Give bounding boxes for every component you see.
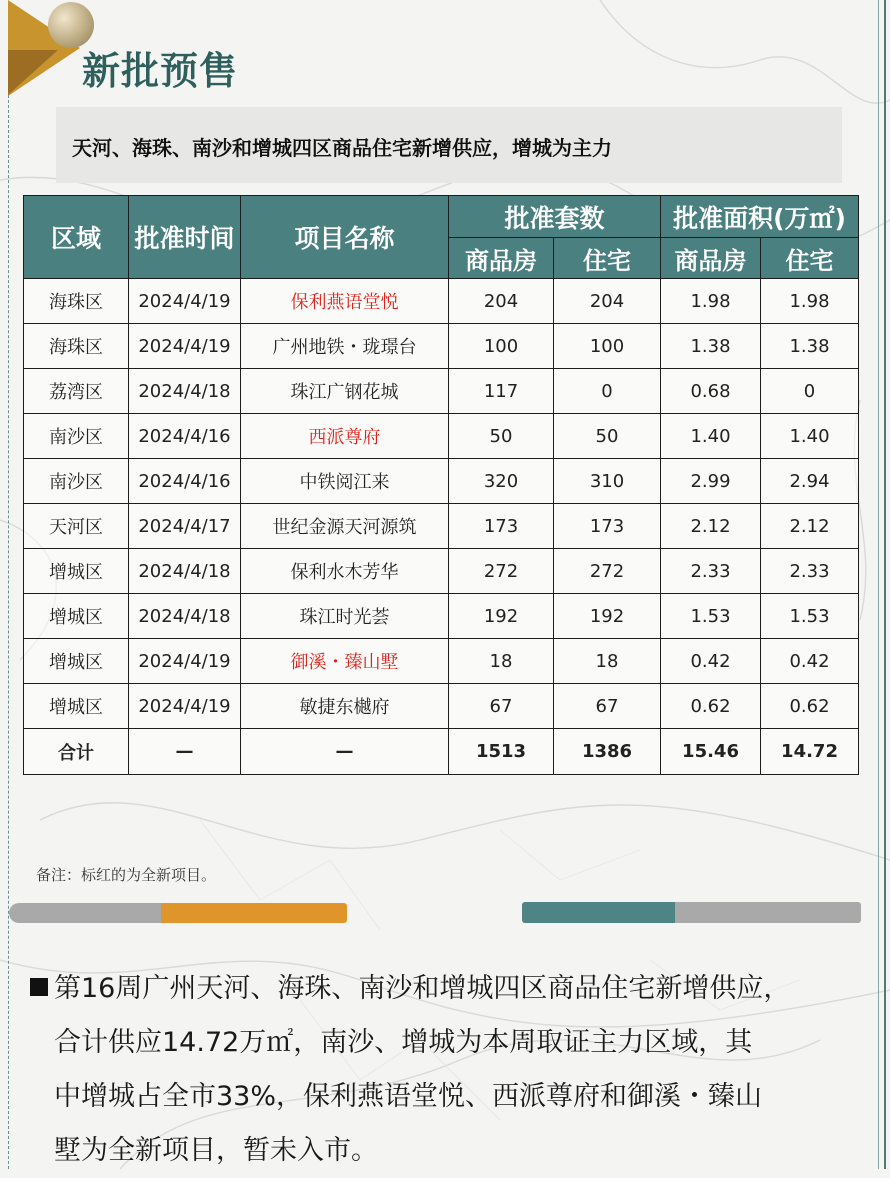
cell-area-commercial: 1.40 — [661, 414, 761, 459]
header-approved-area: 批准面积(万㎡) — [661, 196, 859, 238]
cell-area-residential: 2.94 — [761, 459, 859, 504]
cell-units-commercial: 173 — [449, 504, 554, 549]
total-name: — — [241, 729, 449, 775]
cell-region: 南沙区 — [24, 459, 129, 504]
cell-units-commercial: 50 — [449, 414, 554, 459]
cell-units-commercial: 117 — [449, 369, 554, 414]
page-title: 新批预售 — [82, 49, 239, 93]
table-body — [24, 279, 859, 729]
table-row — [24, 324, 859, 369]
cell-region: 增城区 — [24, 684, 129, 729]
cell-area-residential: 1.40 — [761, 414, 859, 459]
cell-approval-date: 2024/4/19 — [129, 639, 241, 684]
table-row — [24, 414, 859, 459]
header-region: 区域 — [24, 196, 129, 279]
cell-area-commercial: 0.42 — [661, 639, 761, 684]
table-row — [24, 639, 859, 684]
cell-project-name: 敏捷东樾府 — [241, 684, 449, 729]
cell-area-commercial: 0.68 — [661, 369, 761, 414]
right-border — [884, 0, 886, 1169]
cell-project-name: 御溪・臻山墅 — [241, 639, 449, 684]
decor-bar-gray-left — [9, 903, 161, 923]
cell-units-residential: 67 — [554, 684, 661, 729]
cell-units-residential: 310 — [554, 459, 661, 504]
cell-region: 增城区 — [24, 639, 129, 684]
cell-area-commercial: 1.53 — [661, 594, 761, 639]
cell-project-name: 珠江时光荟 — [241, 594, 449, 639]
presale-table — [23, 195, 859, 775]
cell-units-commercial: 67 — [449, 684, 554, 729]
left-dashed-border — [8, 95, 9, 1169]
table-row — [24, 459, 859, 504]
cell-area-commercial: 2.33 — [661, 549, 761, 594]
header-approval-date: 批准时间 — [129, 196, 241, 279]
cell-project-name: 世纪金源天河源筑 — [241, 504, 449, 549]
cell-units-commercial: 320 — [449, 459, 554, 504]
cell-units-residential: 173 — [554, 504, 661, 549]
cell-area-residential: 0 — [761, 369, 859, 414]
cell-region: 增城区 — [24, 549, 129, 594]
cell-area-residential: 0.42 — [761, 639, 859, 684]
total-label: 合计 — [24, 729, 129, 775]
cell-area-commercial: 2.12 — [661, 504, 761, 549]
cell-approval-date: 2024/4/18 — [129, 594, 241, 639]
cell-units-residential: 0 — [554, 369, 661, 414]
square-bullet-icon — [30, 978, 48, 996]
cell-project-name: 广州地铁・珑璟台 — [241, 324, 449, 369]
summary-line: 第16周广州天河、海珠、南沙和增城四区商品住宅新增供应， — [30, 962, 850, 1016]
header-area-residential: 住宅 — [761, 238, 859, 279]
decor-bar-gray-right — [675, 902, 861, 923]
cell-units-commercial: 192 — [449, 594, 554, 639]
cell-approval-date: 2024/4/16 — [129, 414, 241, 459]
cell-region: 荔湾区 — [24, 369, 129, 414]
cell-units-residential: 50 — [554, 414, 661, 459]
subtitle: 天河、海珠、南沙和增城四区商品住宅新增供应，增城为主力 — [72, 136, 612, 160]
dark-gold-triangle-ornament — [8, 50, 58, 95]
header-area-commercial: 商品房 — [661, 238, 761, 279]
cell-area-residential: 2.33 — [761, 549, 859, 594]
cell-approval-date: 2024/4/19 — [129, 324, 241, 369]
summary-line: 合计供应14.72万㎡，南沙、增城为本周取证主力区域，其 — [54, 1027, 753, 1058]
cell-approval-date: 2024/4/19 — [129, 684, 241, 729]
cell-area-residential: 1.98 — [761, 279, 859, 324]
cell-region: 南沙区 — [24, 414, 129, 459]
cell-region: 海珠区 — [24, 279, 129, 324]
table-row — [24, 504, 859, 549]
total-area-commercial: 15.46 — [661, 729, 761, 775]
total-units-commercial: 1513 — [449, 729, 554, 775]
cell-region: 海珠区 — [24, 324, 129, 369]
cell-approval-date: 2024/4/19 — [129, 279, 241, 324]
cell-region: 天河区 — [24, 504, 129, 549]
cell-area-residential: 0.62 — [761, 684, 859, 729]
table-row — [24, 594, 859, 639]
cell-approval-date: 2024/4/17 — [129, 504, 241, 549]
header-project-name: 项目名称 — [241, 196, 449, 279]
cell-project-name: 西派尊府 — [241, 414, 449, 459]
summary-paragraph — [30, 962, 850, 1178]
cell-area-residential: 1.38 — [761, 324, 859, 369]
cell-project-name: 保利燕语堂悦 — [241, 279, 449, 324]
decor-bar-gold — [161, 903, 347, 923]
cell-units-commercial: 100 — [449, 324, 554, 369]
cell-project-name: 保利水木芳华 — [241, 549, 449, 594]
summary-line: 墅为全新项目，暂未入市。 — [54, 1135, 378, 1166]
cell-units-residential: 100 — [554, 324, 661, 369]
cell-area-commercial: 1.98 — [661, 279, 761, 324]
cell-project-name: 中铁阅江来 — [241, 459, 449, 504]
table-row — [24, 369, 859, 414]
table-row — [24, 279, 859, 324]
cell-area-residential: 1.53 — [761, 594, 859, 639]
table-row — [24, 684, 859, 729]
cell-units-residential: 18 — [554, 639, 661, 684]
total-units-residential: 1386 — [554, 729, 661, 775]
total-area-residential: 14.72 — [761, 729, 859, 775]
total-date: — — [129, 729, 241, 775]
right-inner-border — [878, 0, 879, 1169]
cell-units-residential: 204 — [554, 279, 661, 324]
header-approved-units: 批准套数 — [449, 196, 661, 238]
footnote: 备注：标红的为全新项目。 — [36, 866, 217, 884]
cell-units-commercial: 18 — [449, 639, 554, 684]
cell-approval-date: 2024/4/18 — [129, 369, 241, 414]
cell-area-commercial: 1.38 — [661, 324, 761, 369]
cell-area-commercial: 0.62 — [661, 684, 761, 729]
header-units-commercial: 商品房 — [449, 238, 554, 279]
cell-project-name: 珠江广钢花城 — [241, 369, 449, 414]
summary-line: 中增城占全市33%，保利燕语堂悦、西派尊府和御溪・臻山 — [54, 1081, 763, 1112]
cell-units-commercial: 204 — [449, 279, 554, 324]
cell-approval-date: 2024/4/16 — [129, 459, 241, 504]
table-row — [24, 549, 859, 594]
cell-units-commercial: 272 — [449, 549, 554, 594]
decor-bar-teal — [522, 902, 675, 923]
total-row — [24, 729, 859, 775]
header-units-residential: 住宅 — [554, 238, 661, 279]
cell-area-residential: 2.12 — [761, 504, 859, 549]
cell-units-residential: 272 — [554, 549, 661, 594]
subtitle-box — [56, 107, 842, 183]
cell-units-residential: 192 — [554, 594, 661, 639]
cell-region: 增城区 — [24, 594, 129, 639]
cell-approval-date: 2024/4/18 — [129, 549, 241, 594]
cell-area-commercial: 2.99 — [661, 459, 761, 504]
